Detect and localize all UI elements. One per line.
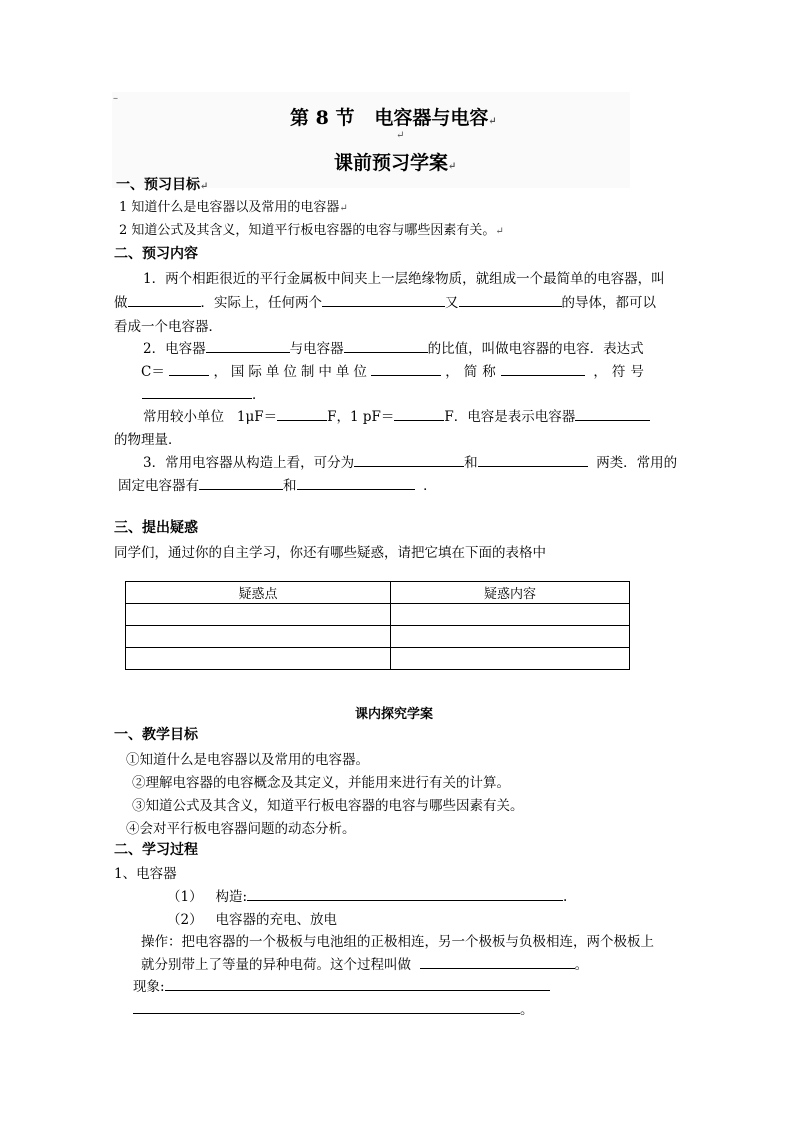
paragraph-2-line-c — [142, 383, 266, 403]
step-structure — [167, 885, 567, 905]
p3-text-represents: F．电容是表示电容器 — [444, 409, 576, 425]
blank-2[interactable] — [322, 293, 445, 307]
p2-text-symbol: ，符号 — [593, 364, 649, 380]
table-row — [126, 648, 630, 670]
paragraph-2-line-b — [141, 360, 649, 380]
teaching-goal-4: ④会对平行板电容器问题的动态分析。 — [126, 821, 356, 837]
questions-table — [125, 581, 630, 670]
paragraph-4-line-b — [118, 474, 437, 494]
p3-text-small-units: 常用较小单位 — [143, 409, 224, 425]
p4-text-fixed: 固定电容器有 — [118, 478, 199, 494]
blank-16[interactable] — [297, 476, 415, 490]
paragraph-1-line-a: 1．两个相距很近的平行金属板中间夹上一层绝缘物质，就组成一个最简单的电容器，叫 — [143, 271, 665, 287]
lesson-number: 第 8 节 — [290, 107, 355, 129]
step-1-end: . — [563, 889, 568, 905]
questions-intro: 同学们，通过你的自主学习，你还有哪些疑惑，请把它填在下面的表格中 — [114, 545, 546, 561]
blank-4[interactable] — [206, 339, 290, 353]
table-row — [126, 604, 630, 626]
blank-1[interactable] — [128, 293, 201, 307]
p1-text-and: 又 — [445, 295, 459, 311]
p4-text-and-2: 和 — [283, 478, 297, 494]
paragraph-3-line-a — [143, 405, 650, 425]
table-header-row — [126, 582, 630, 604]
blank-phenomenon-2[interactable] — [133, 1000, 520, 1014]
blank-11[interactable] — [394, 407, 444, 421]
paragraph-mark: ↵ — [396, 130, 405, 141]
section-heading-content: 二、预习内容 — [114, 246, 198, 262]
blank-6[interactable] — [169, 362, 209, 376]
p3-text-pf: F，1 pF＝ — [327, 409, 395, 425]
blank-12[interactable] — [575, 407, 650, 421]
p3-text-uf: 1μF＝ — [236, 409, 278, 425]
p4-text-end: ． — [423, 478, 437, 494]
goal-item-2: 2 知道公式及其含义，知道平行板电容器的电容与哪些因素有关。↵ — [119, 223, 504, 238]
section-heading-teaching-goals: 一、教学目标 — [114, 727, 198, 743]
phenomenon-label: 现象: — [133, 979, 165, 995]
table-cell[interactable] — [126, 626, 391, 648]
step-1-label: 构造: — [215, 889, 248, 905]
phenomenon-line-2 — [133, 998, 534, 1018]
table-header-point: 疑惑点 — [126, 582, 391, 604]
corner-mark: – — [113, 93, 118, 104]
operation-end: 。 — [574, 957, 589, 973]
table-cell[interactable] — [126, 604, 391, 626]
blank-10[interactable] — [277, 407, 327, 421]
step-2-number: （2） — [167, 912, 203, 928]
goal-item-2-text: 2 知道公式及其含义，知道平行板电容器的电容与哪些因素有关。 — [119, 223, 496, 238]
p4-text-types: 两类．常用的 — [596, 455, 678, 471]
p2-text-short: ，简称 — [445, 364, 501, 380]
operation-line-1: 操作：把电容器的一个极板与电池组的正极相连，另一个极板与负极相连，两个极板上 — [141, 934, 654, 950]
table-cell[interactable] — [391, 604, 630, 626]
blank-5[interactable] — [344, 339, 428, 353]
table-header-content: 疑惑内容 — [391, 582, 630, 604]
p4-text-structure: 3．常用电容器从构造上看，可分为 — [143, 455, 355, 471]
step-2-label: 电容器的充电、放电 — [215, 912, 337, 928]
p2-text-capacitor: 2．电容器 — [143, 341, 206, 357]
p2-text-si-unit: ，国际单位制中单位 — [213, 364, 371, 380]
subtitle-preview: 课前预习学案↵ — [334, 152, 457, 174]
subsection-capacitor: 1、电容器 — [114, 866, 177, 882]
section-heading-process: 二、学习过程 — [114, 842, 198, 858]
phenomenon-end: 。 — [520, 1002, 534, 1018]
phenomenon-line-1 — [133, 975, 550, 995]
goal-item-1-text: 1 知道什么是电容器以及常用的电容器 — [119, 200, 340, 215]
p1-text-any-two: ．实际上，任何两个 — [200, 295, 322, 311]
p2-text-with: 与电容器 — [289, 341, 344, 357]
teaching-goal-1: ①知道什么是电容器以及常用的电容器。 — [126, 752, 369, 768]
subtitle-inclass: 课内探究学案 — [355, 707, 434, 722]
blank-structure[interactable] — [247, 887, 563, 901]
operation-line-2 — [141, 953, 588, 973]
p2-text-formula: C＝ — [141, 364, 165, 380]
p2-text-end: ． — [252, 387, 266, 403]
step-charge — [167, 908, 337, 928]
teaching-goal-2: ②理解电容器的电容概念及其定义，并能用来进行有关的计算。 — [132, 775, 510, 791]
operation-text: 就分别带上了等量的异种电荷。这个过程叫做 — [141, 957, 411, 973]
table-cell[interactable] — [126, 648, 391, 670]
blank-3[interactable] — [459, 293, 562, 307]
goal-item-1: 1 知道什么是电容器以及常用的电容器↵ — [119, 200, 348, 215]
blank-7[interactable] — [371, 362, 441, 376]
section-heading-goals: 一、预习目标↵ — [116, 177, 209, 193]
blank-14[interactable] — [478, 453, 588, 467]
paragraph-3-line-b: 的物理量． — [114, 432, 182, 448]
paragraph-2-line-a — [143, 337, 644, 357]
blank-process-name[interactable] — [420, 955, 575, 969]
section-heading-goals-text: 一、预习目标 — [116, 177, 200, 193]
paragraph-4-line-a — [143, 451, 677, 471]
step-1-number: （1） — [167, 889, 203, 905]
table-cell[interactable] — [391, 648, 630, 670]
p1-text-conductor: 的导体，都可以 — [561, 295, 656, 311]
section-heading-questions: 三、提出疑惑 — [114, 520, 198, 536]
p4-text-and: 和 — [464, 455, 478, 471]
blank-9[interactable] — [142, 385, 252, 399]
blank-13[interactable] — [354, 453, 464, 467]
lesson-name: 电容器与电容 — [374, 107, 489, 129]
blank-phenomenon-1[interactable] — [165, 977, 550, 991]
p2-text-ratio: 的比值，叫做电容器的电容．表达式 — [427, 341, 644, 357]
table-cell[interactable] — [391, 626, 630, 648]
table-row — [126, 626, 630, 648]
subtitle-preview-text: 课前预习学案 — [334, 152, 449, 174]
paragraph-1-line-b — [114, 291, 656, 311]
blank-8[interactable] — [501, 362, 585, 376]
p1-text-do: 做 — [114, 295, 128, 311]
blank-15[interactable] — [199, 476, 283, 490]
paragraph-1-line-c: 看成一个电容器． — [114, 319, 222, 335]
page-title: 第 8 节 电容器与电容↵ — [290, 107, 497, 129]
teaching-goal-3: ③知道公式及其含义，知道平行板电容器的电容与哪些因素有关。 — [132, 798, 524, 814]
